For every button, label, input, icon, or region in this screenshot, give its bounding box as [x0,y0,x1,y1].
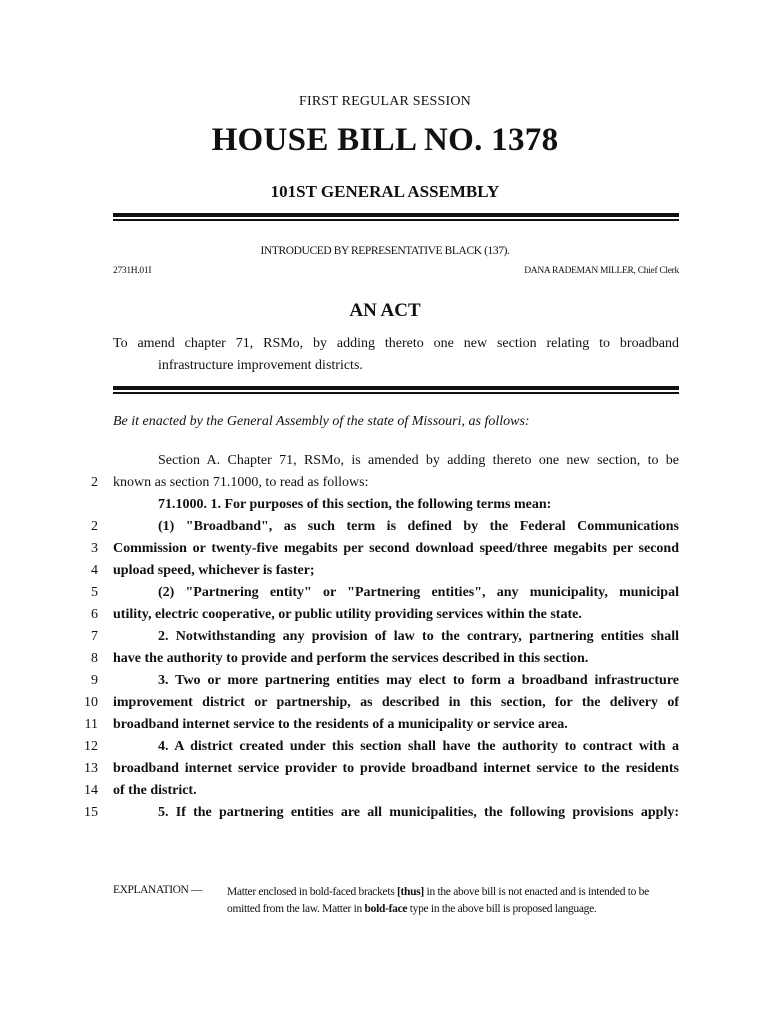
line-number: 12 [84,739,98,754]
line-number: 3 [91,541,98,556]
bill-text-line: 3. Two or more partnering entities may elect to form a broadband infrastructure [158,673,679,688]
explanation-bracket: [thus] [397,886,424,898]
act-purpose-line-2: infrastructure improvement districts. [158,358,363,373]
act-purpose [113,333,679,377]
line-number: 4 [91,563,98,578]
explanation-text-3: type in the above bill is proposed language. [407,903,597,915]
line-number: 15 [84,805,98,820]
session-heading: FIRST REGULAR SESSION [299,94,471,109]
line-number: 9 [91,673,98,688]
bill-text-line: upload speed, whichever is faster; [113,563,315,578]
bill-text-line: known as section 71.1000, to read as follows: [113,475,369,490]
line-number: 13 [84,761,98,776]
line-number: 5 [91,585,98,600]
act-rule-thin [113,392,679,394]
bill-text-line: improvement district or partnership, as described in this section, for the delivery of [113,695,679,710]
bill-text-line: broadband internet service provider to provide broadband internet service to the residents [113,761,679,776]
bill-text-line: have the authority to provide and perform the services described in this section. [113,651,589,666]
bill-text-line: broadband internet service to the residents of a municipality or service area. [113,717,568,732]
line-number: 6 [91,607,98,622]
line-number: 11 [84,717,98,732]
general-assembly-heading: 101ST GENERAL ASSEMBLY [270,182,500,201]
introduced-by-line: INTRODUCED BY REPRESENTATIVE BLACK (137). [260,245,510,257]
explanation-text-2: in the above bill is not enacted and is intended to be omitted from the law. Matter in [227,886,649,915]
chief-clerk: DANA RADEMAN MILLER, Chief Clerk [524,266,679,276]
line-number: 14 [84,783,98,798]
explanation-boldface: bold-face [364,903,408,915]
line-number: 7 [91,629,98,644]
line-number: 2 [91,475,98,490]
act-rule-thick [113,386,679,390]
line-number: 8 [91,651,98,666]
bill-text-line: Section A. Chapter 71, RSMo, is amended by adding thereto one new section, to be [158,453,679,468]
header-rule-thin [113,219,679,221]
an-act-heading: AN ACT [349,300,421,321]
enacting-clause: Be it enacted by the General Assembly of the state of Missouri, as follows: [113,414,530,429]
bill-text-line: 5. If the partnering entities are all municipalities, the following provisions apply: [158,805,679,820]
header-rule-thick [113,213,679,217]
explanation-text [227,884,679,918]
bill-text-line: (2) "Partnering entity" or "Partnering entities", any municipality, municipal [158,585,679,600]
bill-number-title: HOUSE BILL NO. 1378 [211,122,559,158]
bill-text-line: 71.1000. 1. For purposes of this section, the following terms mean: [158,497,552,512]
line-number: 10 [84,695,98,710]
explanation-text-1: Matter enclosed in bold-faced brackets [227,886,397,898]
line-number: 2 [91,519,98,534]
bill-text-line: Commission or twenty-five megabits per second download speed/three megabits per second [113,541,679,556]
bill-text-line: utility, electric cooperative, or public utility providing services within the state. [113,607,582,622]
act-purpose-line-1: To amend chapter 71, RSMo, by adding thereto one new section relating to broadband [113,336,679,351]
bill-code: 2731H.01I [113,266,152,276]
explanation-label: EXPLANATION — [113,884,203,896]
bill-text-line: of the district. [113,783,197,798]
bill-text-line: (1) "Broadband", as such term is defined by the Federal Communications [158,519,679,534]
bill-text-line: 4. A district created under this section shall have the authority to contract with a [158,739,679,754]
bill-text-line: 2. Notwithstanding any provision of law to the contrary, partnering entities shall [158,629,679,644]
